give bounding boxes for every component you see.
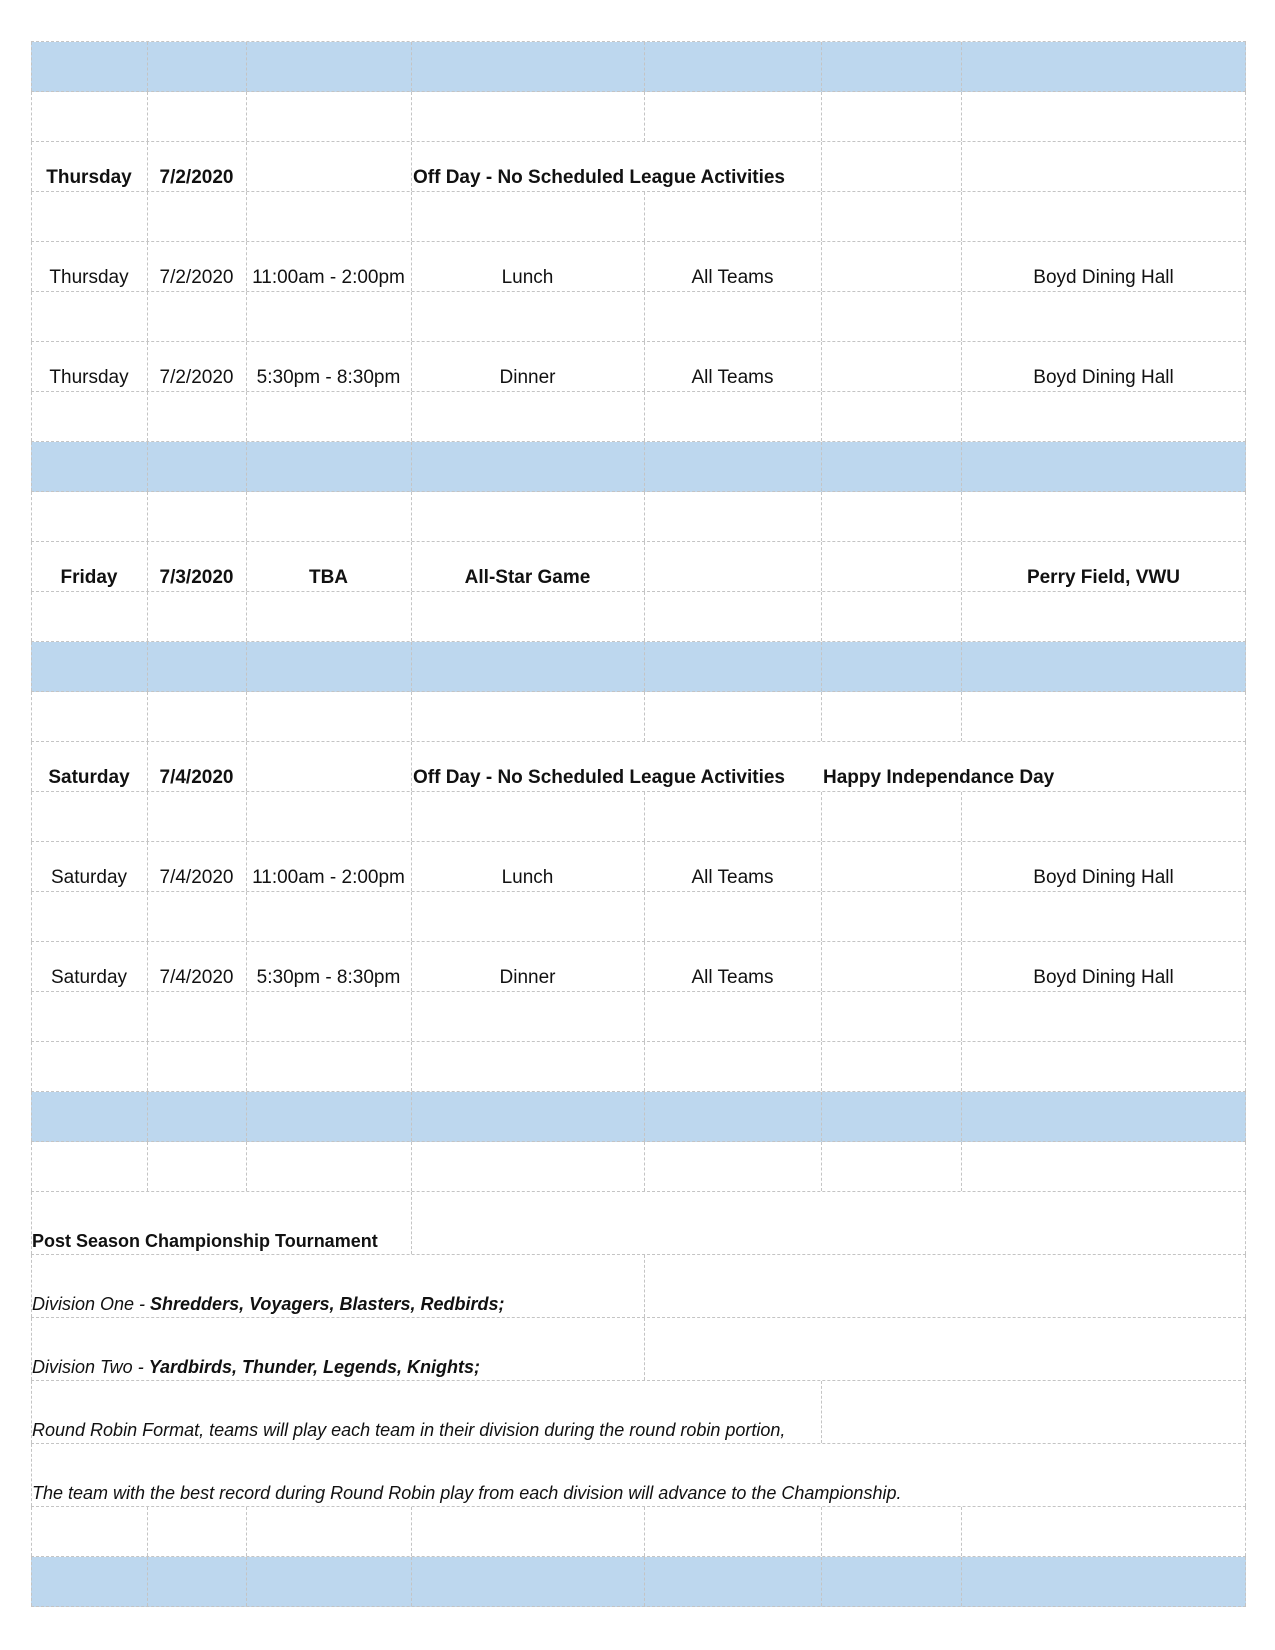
event-cell: Off Day - No Scheduled League Activities [413,167,785,188]
division-two-row [31,1318,1246,1381]
blank-row [31,1042,1246,1092]
blank-row [31,792,1246,842]
event-cell: Lunch [501,867,554,888]
blank-row [31,192,1246,242]
event-cell: Dinner [499,967,556,988]
date-cell: 7/2/2020 [159,367,234,388]
blank-row [31,892,1246,942]
day-cell: Saturday [50,867,128,888]
division-one-teams: Shredders, Voyagers, Blasters, Redbirds; [150,1294,505,1314]
schedule-row-saturday-off [31,742,1246,792]
blank-row [31,992,1246,1042]
schedule-row-friday-allstar [31,542,1246,592]
blank-row [31,1507,1246,1557]
time-cell: 11:00am - 2:00pm [252,267,405,288]
schedule-row-saturday-lunch [31,842,1246,892]
blank-row [31,292,1246,342]
location-cell: Boyd Dining Hall [1033,267,1174,288]
day-cell: Saturday [50,967,128,988]
advance-row [31,1444,1246,1507]
time-cell: 5:30pm - 8:30pm [256,967,401,988]
time-cell: 11:00am - 2:00pm [252,867,405,888]
date-cell: 7/3/2020 [159,567,234,588]
section-band [31,1557,1246,1607]
time-cell: 5:30pm - 8:30pm [256,367,401,388]
date-cell: 7/2/2020 [159,267,234,288]
event-cell: Lunch [501,267,554,288]
event-cell: Off Day - No Scheduled League Activities [413,767,785,788]
division-one-label: Division One - [32,1294,151,1314]
location-cell: Perry Field, VWU [1026,567,1181,588]
blank-row [31,1142,1246,1192]
division-two-teams: Yardbirds, Thunder, Legends, Knights; [148,1357,481,1377]
teams-cell: All Teams [691,367,774,388]
blank-row [31,592,1246,642]
day-cell: Thursday [46,167,132,188]
day-cell: Saturday [48,767,130,788]
format-line: Round Robin Format, teams will play each team in their division during the round robin portion, [32,1420,786,1440]
schedule-row-thursday-off [31,142,1246,192]
location-cell: Boyd Dining Hall [1033,867,1174,888]
schedule-sheet [31,41,1246,1607]
schedule-row-saturday-dinner [31,942,1246,992]
postseason-title-row [31,1192,1246,1255]
format-row [31,1381,1246,1444]
location-cell: Boyd Dining Hall [1033,367,1174,388]
schedule-row-thursday-lunch [31,242,1246,292]
section-band [31,642,1246,692]
day-cell: Thursday [49,367,129,388]
division-two-label: Division Two - [32,1357,149,1377]
event-cell: All-Star Game [464,567,591,588]
division-two-line [32,1356,480,1378]
section-band [31,42,1246,92]
blank-row [31,492,1246,542]
teams-cell: All Teams [691,867,774,888]
date-cell: 7/4/2020 [159,867,234,888]
advance-line: The team with the best record during Round Robin play from each division will advance to the Championship. [32,1483,902,1503]
location-cell: Boyd Dining Hall [1033,967,1174,988]
event-cell: Dinner [499,367,556,388]
blank-row [31,692,1246,742]
blank-row [31,92,1246,142]
division-one-row [31,1255,1246,1318]
postseason-title: Post Season Championship Tournament [32,1231,378,1251]
note-cell: Happy Independance Day [823,767,1055,788]
schedule-row-thursday-dinner [31,342,1246,392]
date-cell: 7/2/2020 [159,167,234,188]
day-cell: Friday [60,567,118,588]
date-cell: 7/4/2020 [159,967,234,988]
division-one-line [32,1293,505,1315]
blank-row [31,392,1246,442]
teams-cell: All Teams [691,967,774,988]
section-band [31,1092,1246,1142]
teams-cell: All Teams [691,267,774,288]
time-cell: TBA [308,567,349,588]
day-cell: Thursday [49,267,129,288]
section-band [31,442,1246,492]
date-cell: 7/4/2020 [159,767,234,788]
